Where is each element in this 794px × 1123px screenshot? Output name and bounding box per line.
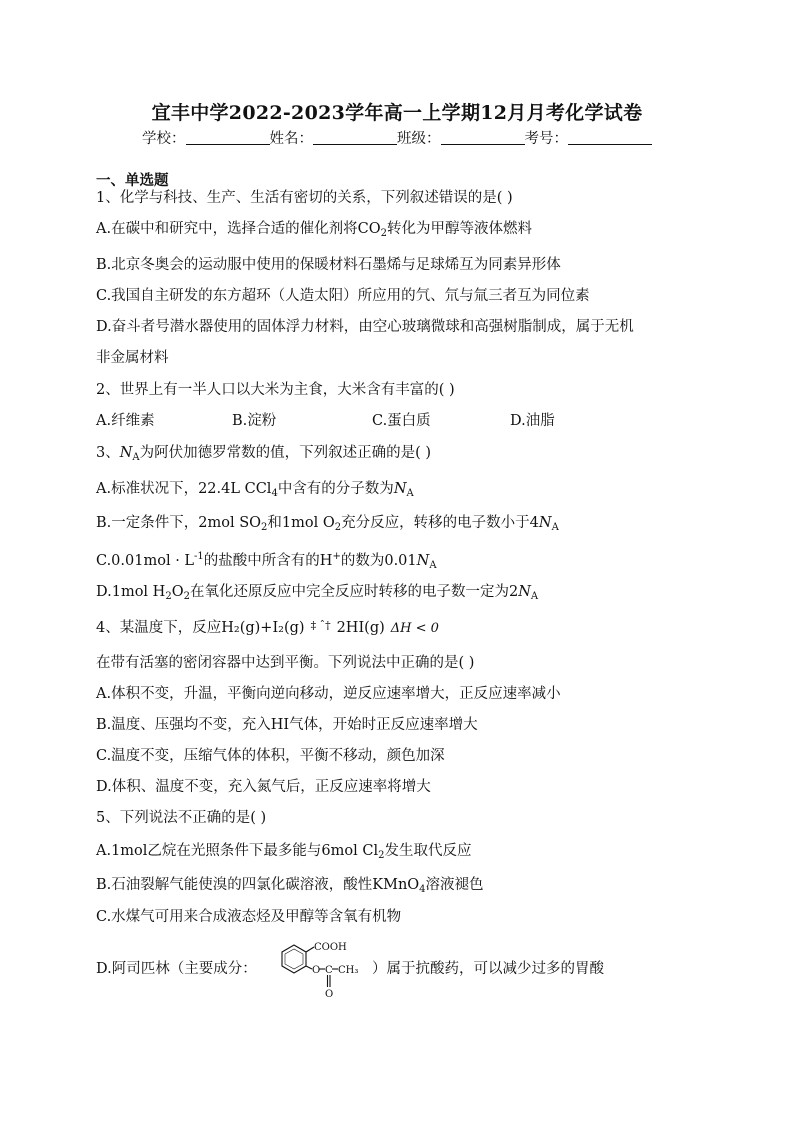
q3-d-o: O (171, 584, 184, 600)
q2-option-a: A.纤维素 (96, 413, 155, 429)
q3-b-na-sub: A (551, 522, 559, 533)
q1-option-c: C.我国自主研发的东方超环（人造太阳）所应用的氕、氘与氚三者互为同位素 (96, 288, 590, 304)
q3-stem (96, 444, 431, 467)
q4-stem (96, 617, 439, 638)
q3-b-sub2: 2 (334, 522, 342, 533)
q4-stem-text: 4、某温度下，反应 (96, 620, 222, 636)
q3-a-sub: 4 (271, 488, 278, 499)
q5-option-b (96, 876, 484, 899)
q4-equation-right: 2HI(g) (336, 620, 385, 636)
q3-d-na: N (518, 584, 531, 600)
school-blank (186, 130, 270, 145)
q3-c-sup2: + (332, 551, 341, 562)
school-label: 学校： (142, 131, 186, 147)
q4-delta-h: ΔH < 0 (390, 621, 439, 636)
q1-option-b: B.北京冬奥会的运动服中使用的保暖材料石墨烯与足球烯互为同素异形体 (96, 257, 561, 273)
q5-option-d-end: ）属于抗酸药，可以减少过多的胃酸 (372, 961, 604, 977)
q2-stem: 2、世界上有一半人口以大米为主食，大米含有丰富的( ) (96, 382, 455, 398)
methyl-label: CH₃ (338, 965, 359, 976)
q5-option-d (96, 960, 257, 978)
q3-c-text-end: 的数为0.01 (340, 553, 417, 569)
q4-stem-cont: 在带有活塞的密闭容器中达到平衡。下列说法中正确的是( ) (96, 655, 475, 671)
page-title: 宜丰中学2022-2023学年高一上学期12月月考化学试卷 (151, 102, 643, 124)
q2-option-b: B.淀粉 (232, 413, 277, 429)
q3-c-na-sub: A (429, 560, 437, 571)
q5-a-sub: 2 (378, 850, 385, 861)
q5-stem: 5、下列说法不正确的是( ) (96, 810, 267, 826)
q4-option-a: A.体积不变，升温，平衡向逆向移动，逆反应速率增大，正反应速率减小 (96, 686, 561, 702)
number-blank (568, 130, 652, 145)
q3-na: N (119, 445, 133, 461)
q5-a-text: A.1mol乙烷在光照条件下最多能与6mol Cl (96, 843, 379, 859)
q3-d-text-end: 在氧化还原反应中完全反应时转移的电子数一定为2 (189, 584, 519, 600)
q3-b-sub1: 2 (261, 522, 268, 533)
q3-c-na: N (416, 553, 430, 569)
name-label: 姓名： (269, 131, 313, 147)
q5-b-text-end: 溶液褪色 (425, 877, 484, 893)
class-blank (441, 130, 525, 145)
q3-a-text-end: 中含有的分子数为 (277, 481, 394, 497)
q1-a-text-end: 转化为甲醇等液体燃料 (386, 221, 532, 237)
q3-number: 3、 (96, 445, 120, 461)
q3-option-a (96, 480, 414, 503)
q4-option-c: C.温度不变，压缩气体的体积，平衡不移动，颜色加深 (96, 748, 445, 764)
q1-option-d: D.奋斗者号潜水器使用的固体浮力材料，由空心玻璃微球和高强树脂制成，属于无机 (96, 319, 634, 335)
q3-d-sub1: 2 (165, 591, 172, 602)
aspirin-structure-diagram (268, 936, 372, 1000)
q3-d-na-sub: A (530, 591, 539, 602)
q1-stem: 1、化学与科技、生产、生活有密切的关系，下列叙述错误的是( ) (96, 190, 513, 206)
number-label: 考号： (524, 131, 568, 147)
q4-option-b: B.温度、压强均不变，充入HI气体，开始时正反应速率增大 (96, 717, 478, 733)
q5-option-c: C.水煤气可用来合成液态烃及甲醇等含氧有机物 (96, 909, 402, 925)
q3-d-text: D.1mol H (96, 584, 166, 600)
q3-b-mid: 和1mol O (267, 515, 335, 531)
cooh-label: COOH (314, 942, 347, 953)
q2-option-c: C.蛋白质 (372, 413, 431, 429)
q5-d-text: D.阿司匹林（主要成分： (96, 961, 257, 977)
q3-stem-text: 为阿伏加德罗常数的值，下列叙述正确的是( ) (139, 445, 432, 461)
q3-b-text: B.一定条件下，2mol SO (96, 515, 262, 531)
q3-a-na-sub: A (406, 488, 414, 499)
carbonyl-oxygen-label: O (325, 989, 334, 1000)
q5-a-text-end: 发生取代反应 (384, 843, 472, 859)
q1-option-d-cont: 非金属材料 (96, 350, 169, 366)
q3-c-mid: 的盐酸中所含有的H (203, 553, 333, 569)
q4-equilibrium-arrow: ‡ ˆ† (310, 619, 331, 632)
q3-na-sub: A (132, 452, 140, 463)
q3-option-b (96, 514, 559, 537)
section-heading: 一、单选题 (96, 172, 169, 189)
q4-option-d: D.体积、温度不变，充入氮气后，正反应速率将增大 (96, 779, 431, 795)
student-info-row (0, 127, 794, 148)
name-blank (313, 130, 397, 145)
q5-option-a (96, 842, 471, 865)
q3-c-text: C.0.01mol · L (96, 553, 195, 569)
q1-option-a (96, 220, 532, 243)
q5-b-text: B.石油裂解气能使溴的四氯化碳溶液，酸性KMnO (96, 877, 420, 893)
ester-oxygen-label: O (312, 965, 321, 976)
q5-b-sub: 4 (419, 884, 426, 895)
class-label: 班级： (397, 131, 441, 147)
q3-option-d (96, 583, 538, 606)
q3-option-c (96, 548, 437, 575)
q1-a-sub: 2 (380, 228, 387, 239)
q2-option-d: D.油脂 (510, 413, 555, 429)
carbonyl-carbon-label: C (325, 965, 333, 976)
q3-a-na: N (393, 481, 407, 497)
q4-equation-left: H₂(g)+I₂(g) (221, 620, 305, 636)
q3-c-sup: -1 (194, 551, 204, 562)
q3-a-text: A.标准状况下，22.4L CCl (96, 481, 272, 497)
q1-a-formula: CO (357, 221, 381, 237)
q1-a-text: A.在碳中和研究中，选择合适的催化剂将 (96, 221, 358, 237)
q3-d-sub2: 2 (183, 591, 190, 602)
q3-b-text-end: 充分反应，转移的电子数小于4 (341, 515, 539, 531)
q3-b-na: N (538, 515, 552, 531)
